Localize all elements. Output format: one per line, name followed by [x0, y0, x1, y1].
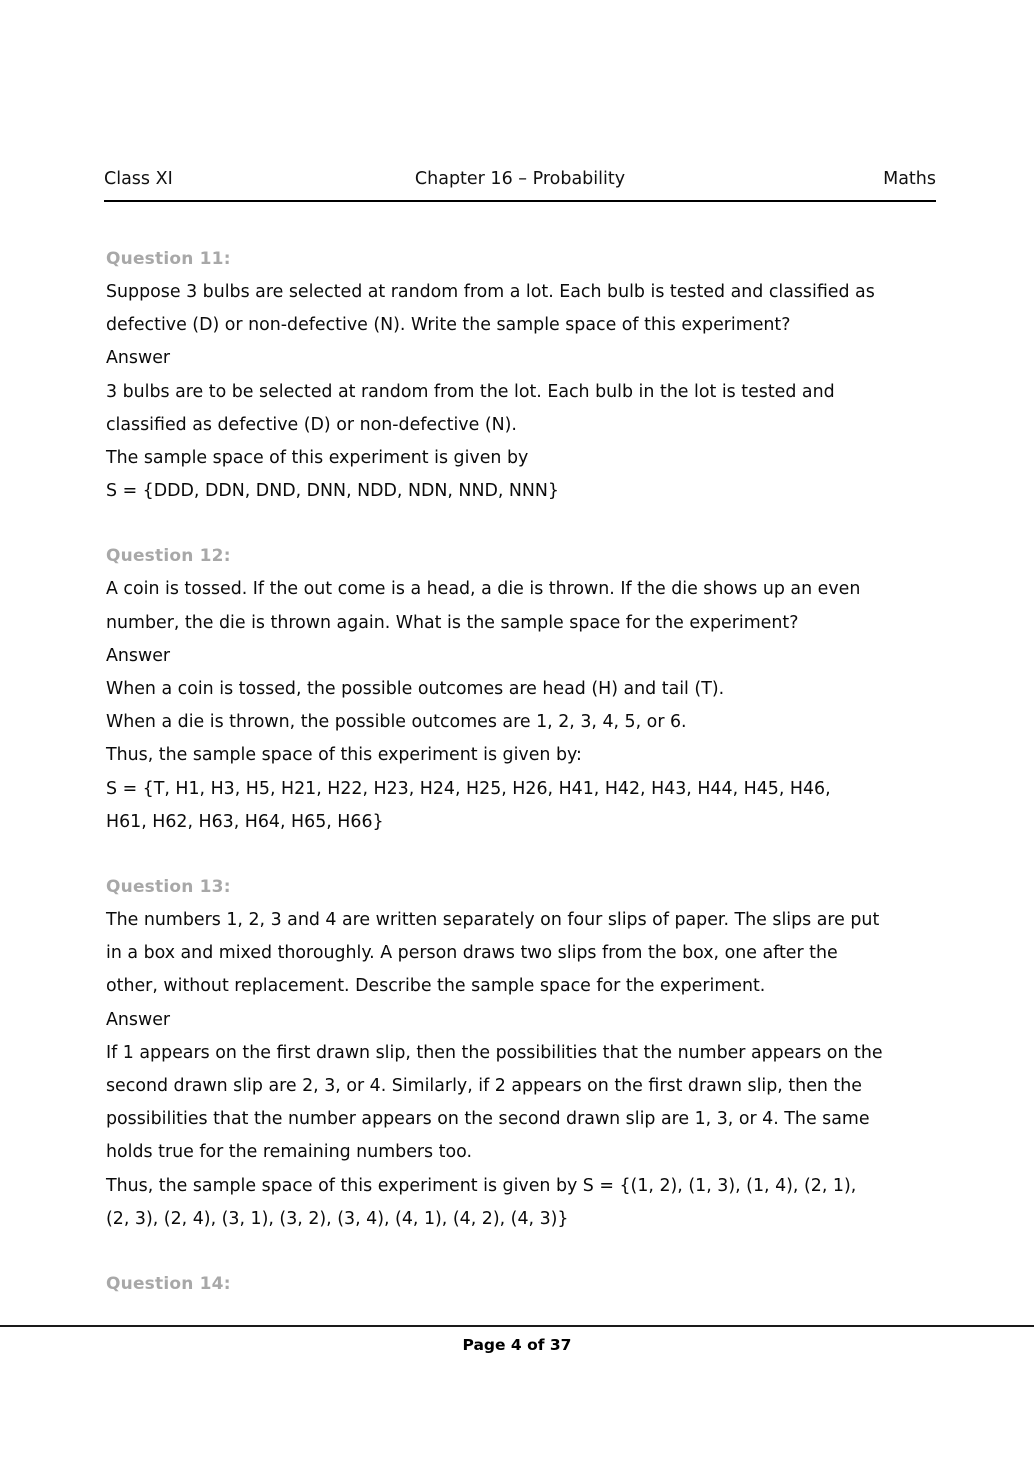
question-heading: Question 12:: [106, 546, 231, 567]
page-number-label: Page 4 of 37: [462, 1336, 572, 1354]
answer-label: Answer: [106, 1009, 171, 1030]
page-header: [104, 166, 936, 202]
question-text-line: defective (D) or non-defective (N). Write the sample space of this experiment?: [106, 315, 791, 336]
answer-text-line: Thus, the sample space of this experiment is given by S = {(1, 2), (1, 3), (1, 4), (2, 1),: [106, 1175, 857, 1196]
answer-text-line: If 1 appears on the first drawn slip, then the possibilities that the number appears on the: [106, 1042, 883, 1063]
block-spacer: [106, 508, 936, 540]
question-heading: Question 14:: [106, 1274, 231, 1295]
answer-label: Answer: [106, 645, 171, 666]
question-block: [106, 1268, 936, 1301]
header-subject-label: Maths: [883, 169, 936, 189]
page-footer: [0, 1325, 1034, 1356]
answer-text-line: 3 bulbs are to be selected at random from the lot. Each bulb in the lot is tested and: [106, 381, 835, 402]
question-text-line: number, the die is thrown again. What is the sample space for the experiment?: [106, 612, 799, 633]
question-heading: Question 11:: [106, 249, 231, 269]
question-text-line: Suppose 3 bulbs are selected at random from a lot. Each bulb is tested and classified as: [106, 282, 875, 302]
question-text-line: in a box and mixed thoroughly. A person draws two slips from the box, one after the: [106, 943, 838, 964]
header-class-label: Class XI: [104, 169, 173, 189]
block-spacer: [106, 1236, 936, 1268]
answer-text-line: When a coin is tossed, the possible outcomes are head (H) and tail (T).: [106, 679, 725, 700]
page-content: [106, 243, 936, 1301]
answer-text-line: holds true for the remaining numbers too.: [106, 1142, 472, 1163]
answer-text-line: H61, H62, H63, H64, H65, H66}: [106, 811, 384, 832]
answer-text-line: (2, 3), (2, 4), (3, 1), (3, 2), (3, 4), (4, 1), (4, 2), (4, 3)}: [106, 1208, 569, 1229]
block-spacer: [106, 839, 936, 871]
answer-text-line: S = {T, H1, H3, H5, H21, H22, H23, H24, H25, H26, H41, H42, H43, H44, H45, H46,: [106, 778, 831, 799]
answer-text-line: classified as defective (D) or non-defective (N).: [106, 414, 517, 435]
question-text-line: A coin is tossed. If the out come is a head, a die is thrown. If the die shows up an even: [106, 579, 861, 600]
answer-text-line: possibilities that the number appears on the second drawn slip are 1, 3, or 4. The same: [106, 1109, 870, 1130]
question-block: [106, 871, 936, 1236]
answer-text-line: When a die is thrown, the possible outcomes are 1, 2, 3, 4, 5, or 6.: [106, 712, 687, 733]
question-block: [106, 540, 936, 839]
question-block: [106, 243, 936, 508]
question-heading: Question 13:: [106, 877, 231, 898]
answer-text-line: Thus, the sample space of this experiment is given by:: [106, 745, 582, 766]
answer-text-line: second drawn slip are 2, 3, or 4. Similarly, if 2 appears on the first drawn slip, then the: [106, 1076, 862, 1097]
question-text-line: other, without replacement. Describe the sample space for the experiment.: [106, 976, 766, 997]
header-chapter-title: Chapter 16 – Probability: [414, 169, 626, 189]
question-text-line: The numbers 1, 2, 3 and 4 are written separately on four slips of paper. The slips are put: [106, 910, 880, 931]
answer-label: Answer: [106, 348, 171, 369]
answer-text-line: The sample space of this experiment is given by: [106, 448, 529, 469]
answer-text-line: S = {DDD, DDN, DND, DNN, NDD, NDN, NND, NNN}: [106, 481, 559, 502]
